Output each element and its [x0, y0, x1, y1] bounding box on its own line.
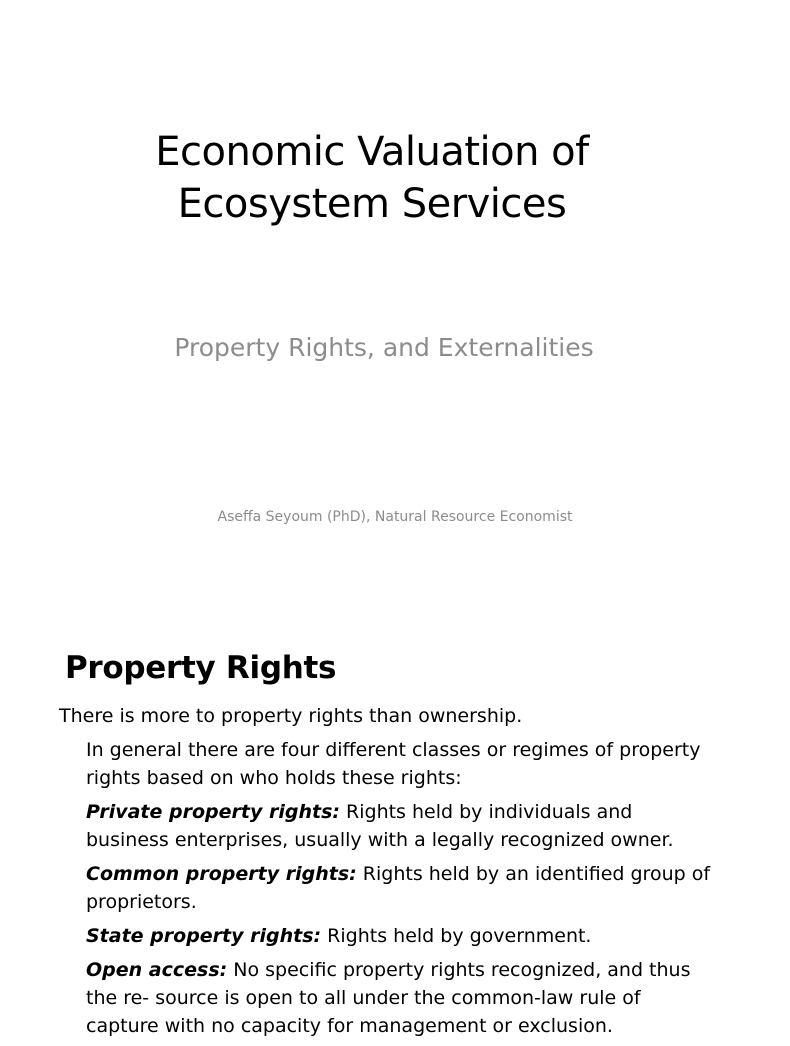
slide-title — [60, 126, 684, 230]
term-label: Open access: — [86, 959, 228, 981]
list-item-open-access — [86, 956, 716, 1040]
sub-bullet-list — [86, 736, 716, 1046]
term-definition: Rights held by government. — [321, 925, 592, 947]
slide-heading: Property Rights — [65, 650, 337, 686]
slide-title-line-1: Economic Valuation of — [155, 129, 589, 175]
term-label: Private property rights: — [86, 801, 340, 823]
term-label: State property rights: — [86, 925, 322, 947]
intro-bullet: In general there are four different classes or regimes of property rights based on who holds these rights: — [86, 739, 701, 789]
term-definition: No specific property rights recognized, and thus the re- source is open to all under the common-law rule of capture with no capacity for management or exclusion. — [86, 959, 691, 1037]
author-credit: Aseffa Seyoum (PhD), Natural Resource Economist — [217, 509, 573, 525]
list-item-private — [86, 798, 716, 854]
term-definition: Rights held by individuals and business enterprises, usually with a legally recognized owner. — [86, 801, 674, 851]
lead-bullet: There is more to property rights than ownership. — [59, 705, 523, 727]
slide-title-line-2: Ecosystem Services — [177, 181, 567, 227]
slide-subtitle: Property Rights, and Externalities — [174, 333, 594, 362]
list-item-state — [86, 922, 716, 950]
term-definition: Rights held by an identified group of proprietors. — [86, 863, 711, 913]
term-label: Common property rights: — [86, 863, 357, 885]
list-item-common — [86, 860, 716, 916]
property-rights-slide — [0, 576, 768, 1037]
